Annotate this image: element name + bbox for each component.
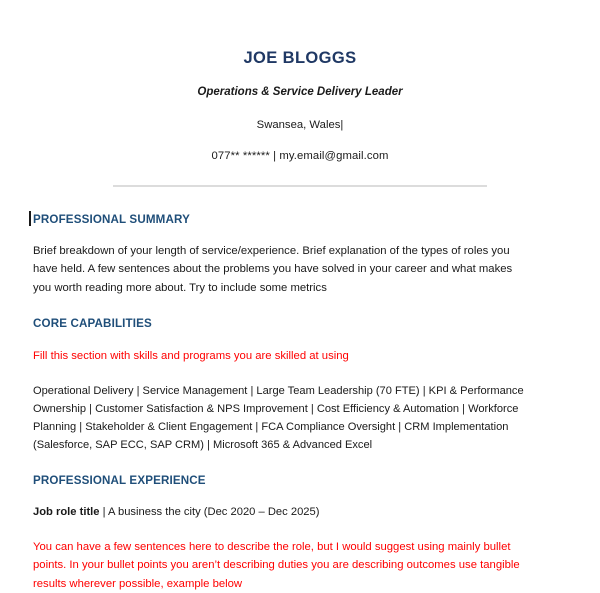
core-capabilities-instruction: Fill this section with skills and programs you are skilled at using — [33, 349, 349, 362]
section-heading-professional-summary: PROFESSIONAL SUMMARY — [33, 213, 567, 227]
core-capabilities-skills-list: Operational Delivery | Service Management | Large Team Leadership (70 FTE) | KPI & Performance Ownership | Customer Satisfaction & NPS Improvement | Cost Efficiency & Automation | Workforce Planning | Stakeholder & Client Engagement | FCA Compliance Oversight | CRM Implementation (Salesforce, SAP ECC, SAP CRM) | Microsoft 365 & Advanced Excel — [33, 385, 524, 452]
professional-summary-body: Brief breakdown of your length of service/experience. Brief explanation of the types of roles you have held. A few sentences about the problems you have solved in your career and what makes you worth reading more about. Try to include some metrics — [33, 244, 513, 294]
section-heading-core-capabilities: CORE CAPABILITIES — [33, 316, 152, 330]
cv-header — [33, 0, 567, 164]
job-role-title: Job role title — [33, 506, 100, 519]
candidate-job-title: Operations & Service Delivery Leader — [197, 86, 403, 99]
experience-instruction: You can have a few sentences here to describe the role, but I would suggest using mainly bullet points. In your bullet points you aren’t describing duties you are describing outcomes use tangible results wherever possible, example below — [33, 541, 520, 590]
section-heading-professional-experience: PROFESSIONAL EXPERIENCE — [33, 474, 206, 488]
experience-job-entry — [33, 504, 567, 521]
header-divider — [113, 185, 487, 187]
job-company-and-dates: | A business the city (Dec 2020 – Dec 2025) — [99, 506, 320, 519]
candidate-name: JOE BLOGGS — [243, 49, 357, 67]
candidate-location: Swansea, Wales| — [256, 118, 344, 131]
candidate-contact-line: 077** ****** | my.email@gmail.com — [211, 150, 389, 163]
